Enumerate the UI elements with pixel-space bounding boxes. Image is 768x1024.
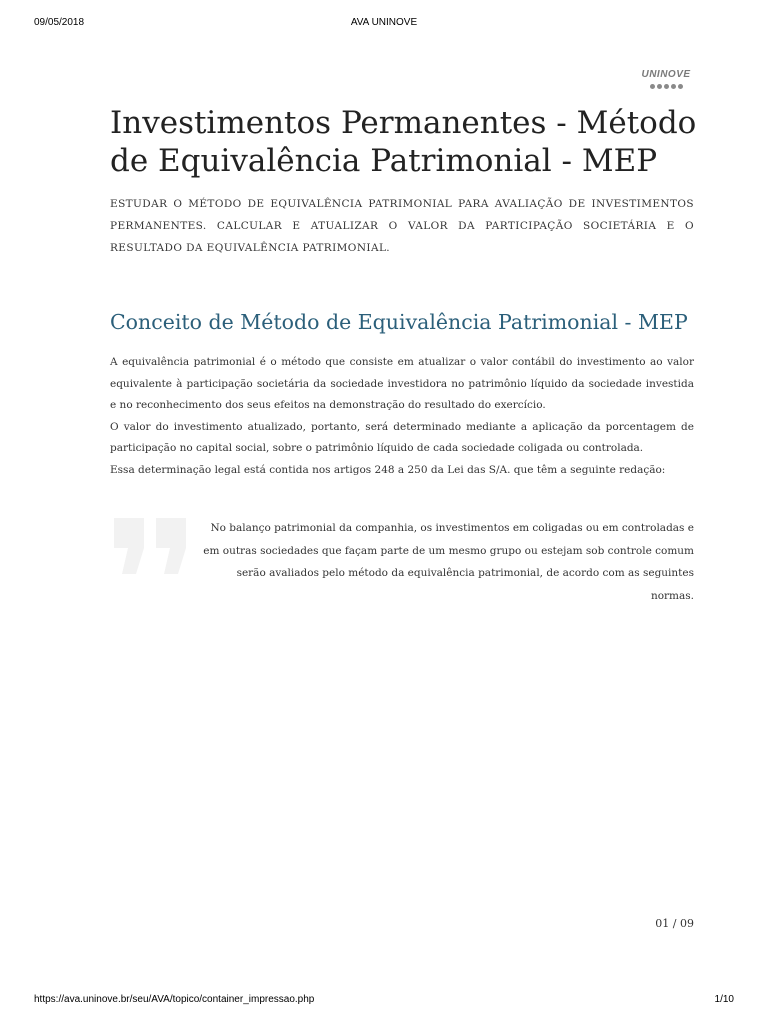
print-title: AVA UNINOVE [350,17,418,28]
paragraph: Essa determinação legal está contida nos artigos 248 a 250 da Lei das S/A. que têm a seguinte redação: [110,463,666,476]
blockquote-text: No balanço patrimonial da companhia, os investimentos em coligadas ou em controladas e em outras sociedades que façam parte de um mesmo grupo ou estejam sob controle comum serão avaliados pelo método da equivalência patrimonial, de acordo com as seguintes normas. [203,522,694,602]
print-page-count: 1/10 [714,994,734,1005]
paragraph: A equivalência patrimonial é o método que consiste em atualizar o valor contábil do investimento ao valor equivalente à participação societária da sociedade investidora no patrimônio líquido da sociedade investida e no reconhecimento dos seus efeitos na demonstração do resultado do exercício. [110,356,694,411]
print-header [0,17,768,31]
objective-text: ESTUDAR O MÉTODO DE EQUIVALÊNCIA PATRIMONIAL PARA AVALIAÇÃO DE INVESTIMENTOS PERMANENTES. CALCULAR E ATUALIZAR O VALOR DA PARTICIPAÇÃO SOCIETÁRIA E O RESULTADO DA EQUIVALÊNCIA PATRIMONIAL. [110,198,694,254]
print-footer [0,994,768,1008]
print-url: https://ava.uninove.br/seu/AVA/topico/container_impressao.php [34,994,315,1005]
print-date: 09/05/2018 [34,17,85,28]
section-title: Conceito de Método de Equivalência Patrimonial - MEP [110,310,688,334]
uninove-logo [638,69,694,89]
quote-mark-icon [108,490,198,580]
logo-text: UNINOVE [641,69,691,80]
page-number: 01 / 09 [655,917,694,930]
paragraph: O valor do investimento atualizado, portanto, será determinado mediante a aplicação da porcentagem de participação no capital social, sobre o patrimônio líquido de cada sociedade coligada ou controlada. [110,420,694,454]
logo-dots [638,81,694,89]
page-title: Investimentos Permanentes - Método de Equivalência Patrimonial - MEP [110,105,697,179]
body-text [110,352,694,481]
